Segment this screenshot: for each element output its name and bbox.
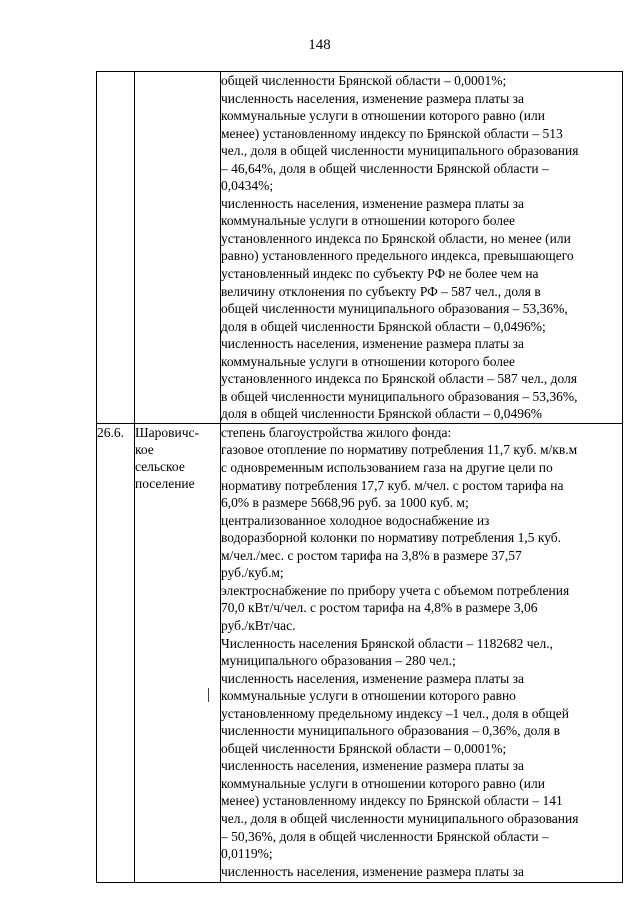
settlement-name-line: поселение [135, 475, 195, 491]
table-row [97, 72, 623, 424]
description-line: муниципального образования – 280 чел.; [221, 653, 456, 669]
description-line: централизованное холодное водоснабжение из [221, 512, 490, 528]
settlement-name-line: Шаровичс- [135, 424, 199, 440]
row-number: 26.6. [97, 423, 135, 882]
description-line: установленный индекс по субъекту РФ не более чем на [221, 266, 539, 282]
settlement-name [135, 72, 221, 424]
description-line: степень благоустройства жилого фонда: [221, 424, 452, 440]
description-line: – 46,64%, доля в общей численности Брянской области – [221, 160, 549, 176]
description-line: руб./куб.м; [221, 565, 284, 581]
description-line: доля в общей численности Брянской области – 0,0496% [221, 406, 543, 422]
description-line: установленного индекса по Брянской области – 587 чел., доля [221, 371, 578, 387]
description-line: установленного индекса по Брянской области, но менее (или [221, 230, 571, 246]
description-line: доля в общей численности Брянской области – 0,0496%; [221, 318, 546, 334]
description-line: менее) установленному индексу по Брянской области – 513 [221, 125, 563, 141]
description-line: коммунальные услуги в отношении которого равно (или [221, 108, 545, 124]
description-line: 70,0 кВт/ч/чел. с ростом тарифа на 4,8% в размере 3,06 [221, 600, 538, 616]
tariff-table [96, 71, 623, 883]
description-line: м/чел./мес. с ростом тарифа на 3,8% в размере 37,57 [221, 547, 522, 563]
description-cell [221, 72, 623, 424]
description-line: общей численности Брянской области – 0,0001%; [221, 740, 507, 756]
description-line: установленному предельному индексу –1 чел., доля в общей [221, 705, 569, 721]
description-line: руб./кВт/час. [221, 617, 296, 633]
description-line: в общей численности муниципального образования – 53,36%, [221, 388, 578, 404]
description-line: численность населения, изменение размера платы за [221, 90, 524, 106]
description-line: численность населения, изменение размера платы за [221, 336, 524, 352]
description-line: – 50,36%, доля в общей численности Брянской области – [221, 828, 549, 844]
description-line: коммунальные услуги в отношении которого равно [221, 688, 516, 704]
description-line: численность населения, изменение размера платы за [221, 195, 524, 211]
description-line: газовое отопление по нормативу потребления 11,7 куб. м/кв.м [221, 442, 578, 458]
description-line: водоразборной колонки по нормативу потребления 1,5 куб. [221, 530, 562, 546]
description-line: величину отклонения по субъекту РФ – 587 чел., доля в [221, 283, 541, 299]
description-line: чел., доля в общей численности муниципального образования [221, 810, 579, 826]
description-line: численности муниципального образования – 0,36%, доля в [221, 723, 560, 739]
settlement-name-line: сельское [135, 458, 185, 474]
description-line: 6,0% в размере 5668,96 руб. за 1000 куб. м; [221, 495, 469, 511]
settlement-name-line: кое [135, 441, 154, 457]
description-line: коммунальные услуги в отношении которого более [221, 353, 515, 369]
description-line: 0,0119%; [221, 846, 273, 862]
scan-artifact [208, 688, 209, 702]
description-line: электроснабжение по прибору учета с объемом потребления [221, 582, 570, 598]
description-line: нормативу потребления 17,7 куб. м/чел. с ростом тарифа на [221, 477, 564, 493]
row-number [97, 72, 135, 424]
description-line: с одновременным использованием газа на другие цели по [221, 460, 553, 476]
description-line: Численность населения Брянской области – 1182682 чел., [221, 635, 553, 651]
description-line: численность населения, изменение размера платы за [221, 758, 524, 774]
description-line: менее) установленному индексу по Брянской области – 141 [221, 793, 563, 809]
description-line: коммунальные услуги в отношении которого равно (или [221, 775, 545, 791]
table-row [97, 423, 623, 882]
description-line: равно) установленного предельного индекса, превышающего [221, 248, 574, 264]
description-cell [221, 423, 623, 882]
description-line: чел., доля в общей численности муниципального образования [221, 143, 579, 159]
page-number: 148 [308, 37, 331, 53]
description-line: численность населения, изменение размера платы за [221, 863, 524, 879]
description-line: общей численности Брянской области – 0,0001%; [221, 73, 507, 88]
description-line: коммунальные услуги в отношении которого более [221, 213, 515, 229]
description-line: общей численности муниципального образования – 53,36%, [221, 301, 568, 317]
description-line: 0,0434%; [221, 178, 274, 194]
description-line: численность населения, изменение размера платы за [221, 670, 524, 686]
settlement-name [135, 423, 221, 882]
